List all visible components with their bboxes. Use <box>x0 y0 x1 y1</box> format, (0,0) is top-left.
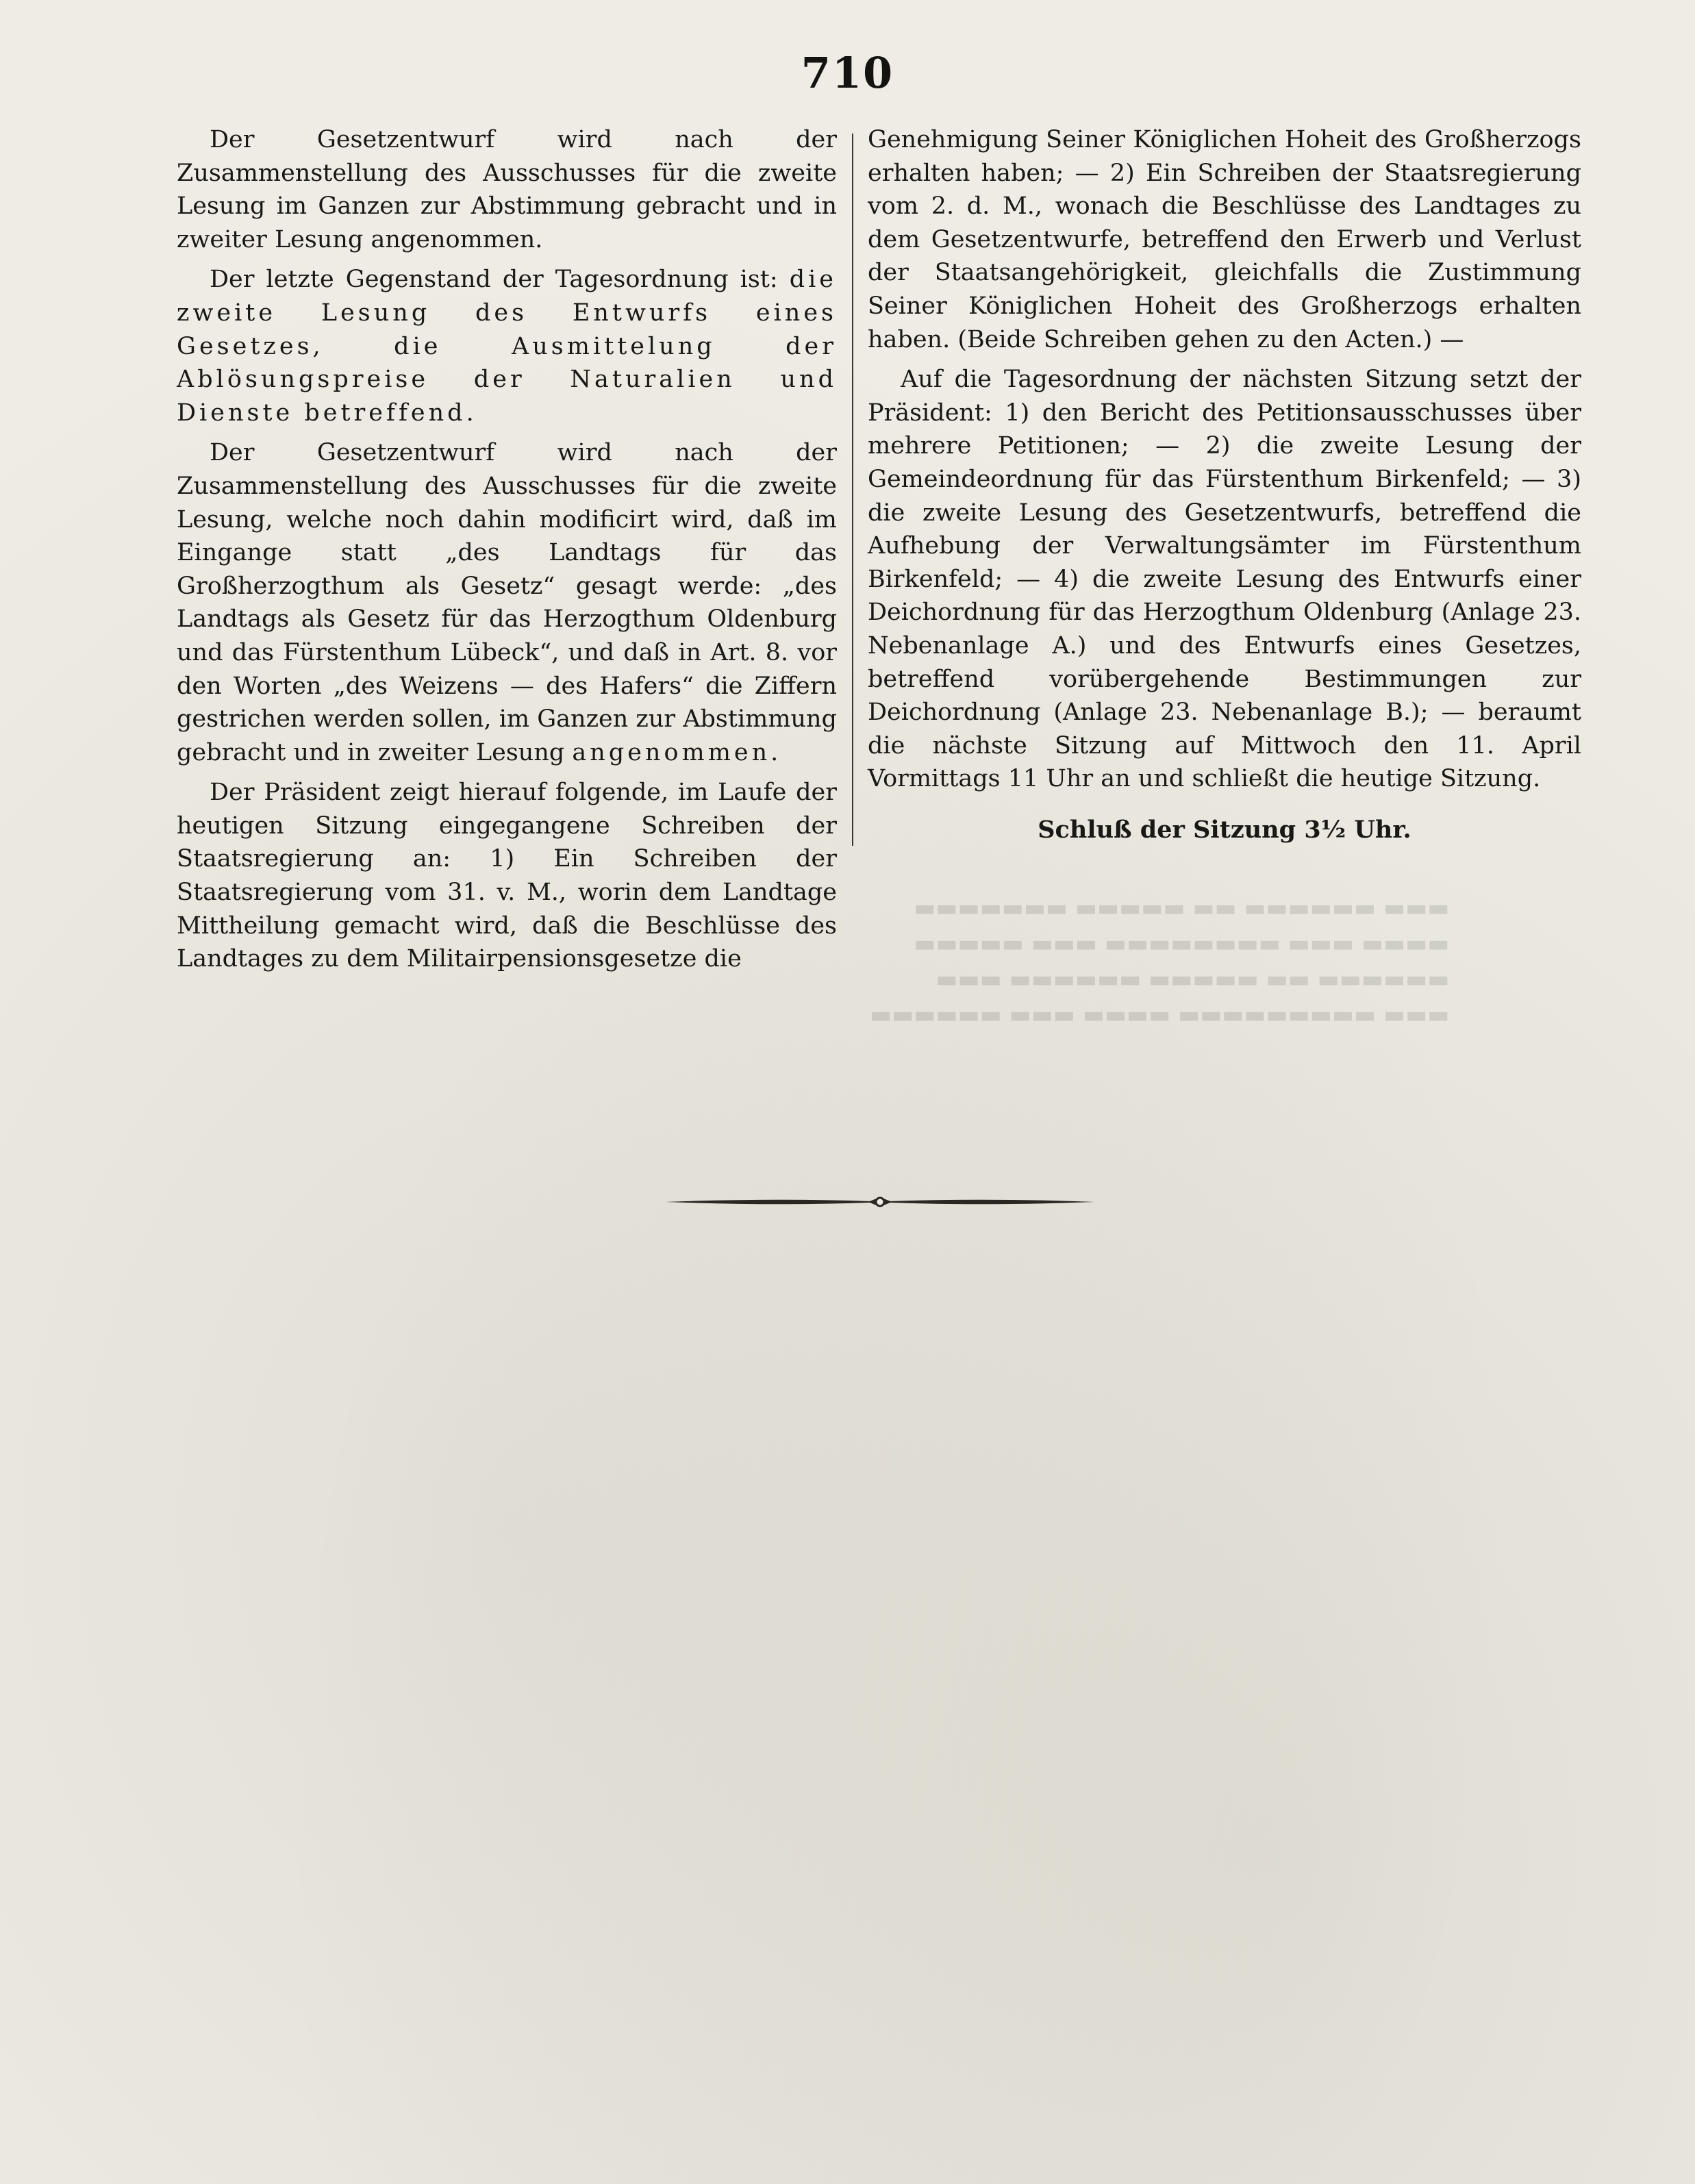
show-through-text: ▬▬▬ ▬▬▬▬▬▬ ▬▬ ▬▬▬▬▬ ▬▬▬▬▬▬▬ ▬▬▬▬ ▬▬▬ ▬▬▬▬▬▬▬▬ ▬▬▬ ▬▬▬▬▬ ▬▬▬▬▬▬ ▬▬ ▬▬▬▬▬ ▬▬▬▬▬▬ ▬▬▬ ▬▬▬ ▬▬▬▬▬▬▬▬▬ ▬▬▬▬ ▬▬▬ ▬▬▬▬▬▬ <box>870 894 1450 1029</box>
paragraph: Auf die Tagesordnung der nächsten Sitzung setzt der Präsident: 1) den Bericht des Petitionsausschusses über mehrere Petitionen; — 2) die zweite Lesung der Gemeindeordnung für das Fürstenthum Birkenfeld; — 3) die zweite Lesung des Gesetzentwurfs, betreffend die Aufhebung der Verwaltungsämter im Fürstenthum Birkenfeld; — 4) die zweite Lesung des Entwurfs einer Deichordnung für das Herzogthum Oldenburg (Anlage 23. Nebenanlage A.) und des Entwurfs eines Gesetzes, betreffend vorübergehende Bestimmungen zur Deichordnung (Anlage 23. Nebenanlage B.); — beraumt die nächste Sitzung auf Mittwoch den 11. April Vormittags 11 Uhr an und schließt die heutige Sitzung. <box>868 366 1581 793</box>
closing-line: Schluß der Sitzung 3½ Uhr. <box>1038 815 1411 844</box>
paragraph: Genehmigung Seiner Königlichen Hoheit des Großherzogs erhalten haben; — 2) Ein Schreiben der Staatsregierung vom 2. d. M., wonach die Beschlüsse des Landtages zu dem Gesetzentwurfe, betreffend den Erwerb und Verlust der Staatsangehörigkeit, gleichfalls die Zustimmung Seiner Königlichen Hoheit des Großherzogs erhalten haben. (Beide Schreiben gehen zu den Acten.) — <box>868 126 1581 353</box>
paragraph: Der Präsident zeigt hierauf folgende, im Laufe der heutigen Sitzung eingegangene Schreiben der Staatsregierung an: 1) Ein Schreiben der Staatsregierung vom 31. v. M., worin dem Landtage Mittheilung gemacht wird, daß die Beschlüsse des Landtages zu dem Militairpensionsgesetze die <box>177 779 837 973</box>
ornamental-rule-icon <box>664 1192 1096 1212</box>
column-divider <box>852 134 853 846</box>
agenda-item-spaced: die zweite Lesung des Entwurfs eines Gesetzes, die Ausmittelung der Ablösungspreise der Naturalien und Dienste betreffend. <box>177 266 837 427</box>
paragraph <box>177 436 837 769</box>
page-number: 710 <box>801 48 894 98</box>
emphasis-spaced: angenommen. <box>572 738 782 766</box>
left-column <box>177 123 837 983</box>
right-column <box>868 123 1581 853</box>
paragraph: Der Gesetzentwurf wird nach der Zusammenstellung des Ausschusses für die zweite Lesung im Ganzen zur Abstimmung gebracht und in zweiter Lesung angenommen. <box>177 126 837 253</box>
paragraph-text: Der letzte Gegenstand der Tagesordnung ist: <box>210 266 790 294</box>
paragraph-text: Der Gesetzentwurf wird nach der Zusammenstellung des Ausschusses für die zweite Lesung, welche noch dahin modificirt wird, daß im Eingange statt „des Landtags für das Großherzogthum als Gesetz“ gesagt werde: „des Landtags als Gesetz für das Herzogthum Oldenburg und das Fürstenthum Lübeck“, und daß in Art. 8. vor den Worten „des Weizens — des Hafers“ die Ziffern gestrichen werden sollen, im Ganzen zur Abstimmung gebracht und in zweiter Lesung <box>177 439 838 766</box>
paragraph <box>177 263 837 429</box>
